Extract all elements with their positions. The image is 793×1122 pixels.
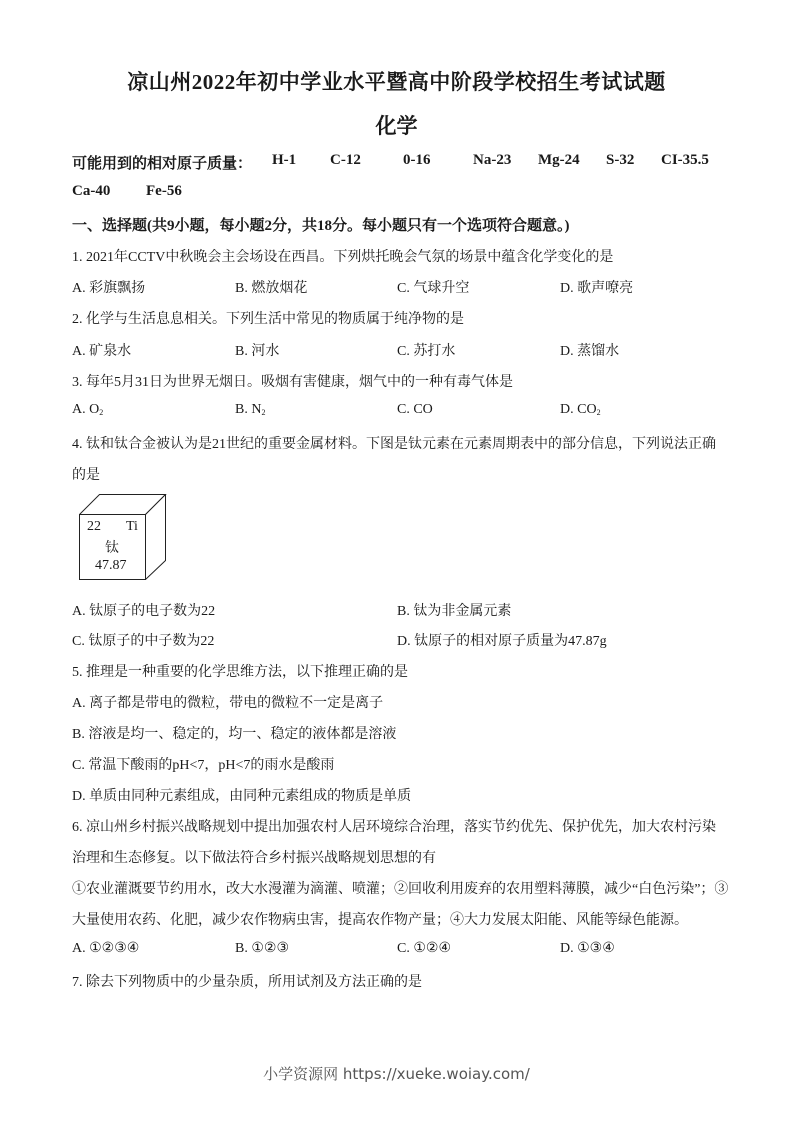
formula-subscript: 2 bbox=[261, 408, 266, 417]
option-c: C. ①②④ bbox=[397, 941, 451, 956]
formula-subscript: 2 bbox=[596, 408, 601, 417]
formula: N bbox=[251, 402, 262, 417]
option-c: C. 苏打水 bbox=[397, 344, 456, 359]
option-a: A. 离子都是带电的微粒，带电的微粒不一定是离子 bbox=[72, 696, 384, 711]
mass-h: H-1 bbox=[272, 152, 297, 168]
option-c: C. 气球升空 bbox=[397, 281, 470, 296]
mass-cl: CI-35.5 bbox=[661, 152, 709, 168]
option-a: A. 钛原子的电子数为22 bbox=[72, 604, 216, 619]
question-stem: 2. 化学与生活息息相关。下列生活中常见的物质属于纯净物的是 bbox=[72, 312, 464, 327]
option-a bbox=[72, 402, 103, 418]
atomic-masses-label: 可能用到的相对原子质量： bbox=[72, 156, 253, 172]
footer-watermark: 小学资源网 https://xueke.woiay.com/ bbox=[263, 1065, 530, 1083]
option-prefix: D. bbox=[560, 402, 578, 417]
option-d: D. 歌声嘹亮 bbox=[560, 281, 634, 296]
question-stem-line1: 4. 钛和钛合金被认为是21世纪的重要金属材料。下图是钛元素在元素周期表中的部分信息，下列说法正确 bbox=[72, 437, 716, 452]
option-prefix: A. bbox=[72, 402, 90, 417]
mass-mg: Mg-24 bbox=[538, 152, 580, 168]
option-b: B. 钛为非金属元素 bbox=[397, 604, 512, 619]
option-d: D. ①③④ bbox=[560, 941, 615, 956]
question-stem-line2: 的是 bbox=[72, 468, 100, 483]
option-c: C. 钛原子的中子数为22 bbox=[72, 634, 215, 649]
element-name: 钛 bbox=[105, 541, 119, 556]
option-d: D. 钛原子的相对原子质量为47.87g bbox=[397, 634, 607, 649]
option-d bbox=[560, 402, 601, 418]
atomic-mass: 47.87 bbox=[95, 558, 127, 573]
option-d: D. 蒸馏水 bbox=[560, 344, 620, 359]
option-prefix: C. bbox=[397, 402, 414, 417]
option-b: B. 燃放烟花 bbox=[235, 281, 308, 296]
option-a: A. 彩旗飘扬 bbox=[72, 281, 146, 296]
exam-title: 凉山州2022年初中学业水平暨高中阶段学校招生考试试题 bbox=[127, 70, 666, 94]
mass-s: S-32 bbox=[606, 152, 635, 168]
mass-ca: Ca-40 bbox=[72, 183, 111, 199]
option-c: C. 常温下酸雨的pH<7，pH<7的雨水是酸雨 bbox=[72, 758, 335, 773]
formula-subscript: 2 bbox=[99, 408, 104, 417]
mass-fe: Fe-56 bbox=[146, 183, 182, 199]
option-b bbox=[235, 402, 265, 418]
subject-title: 化学 bbox=[375, 114, 418, 138]
element-symbol: Ti bbox=[126, 519, 138, 534]
formula: CO bbox=[577, 402, 597, 417]
option-b: B. ①②③ bbox=[235, 941, 289, 956]
option-a: A. 矿泉水 bbox=[72, 344, 132, 359]
question-stem-line1: 6. 凉山州乡村振兴战略规划中提出加强农村人居环境综合治理，落实节约优先、保护优先，加大农村污染 bbox=[72, 820, 716, 835]
option-c bbox=[397, 402, 433, 418]
mass-o: 0-16 bbox=[403, 152, 431, 168]
element-card-titanium bbox=[79, 494, 171, 580]
option-b: B. 溶液是均一、稳定的，均一、稳定的液体都是溶液 bbox=[72, 727, 397, 742]
question-stem: 1. 2021年CCTV中秋晚会主会场设在西昌。下列烘托晚会气氛的场景中蕴含化学变化的是 bbox=[72, 250, 614, 265]
option-prefix: B. bbox=[235, 402, 252, 417]
mass-na: Na-23 bbox=[473, 152, 512, 168]
question-stem: 7. 除去下列物质中的少量杂质，所用试剂及方法正确的是 bbox=[72, 975, 422, 990]
mass-c: C-12 bbox=[330, 152, 361, 168]
atomic-number: 22 bbox=[87, 519, 101, 534]
question-detail-line2: 大量使用农药、化肥，减少农作物病虫害，提高农作物产量；④大力发展太阳能、风能等绿色能源。 bbox=[72, 913, 688, 928]
option-d: D. 单质由同种元素组成，由同种元素组成的物质是单质 bbox=[72, 789, 412, 804]
question-stem-line2: 治理和生态修复。以下做法符合乡村振兴战略规划思想的有 bbox=[72, 851, 436, 866]
formula: O bbox=[89, 402, 100, 417]
option-a: A. ①②③④ bbox=[72, 941, 140, 956]
formula: CO bbox=[413, 402, 433, 417]
option-b: B. 河水 bbox=[235, 344, 280, 359]
question-detail-line1: ①农业灌溉要节约用水，改大水漫灌为滴灌、喷灌；②回收利用废弃的农用塑料薄膜，减少“白色污染”；③ bbox=[72, 882, 729, 897]
question-stem: 3. 每年5月31日为世界无烟日。吸烟有害健康，烟气中的一种有毒气体是 bbox=[72, 375, 513, 390]
question-stem: 5. 推理是一种重要的化学思维方法，以下推理正确的是 bbox=[72, 665, 408, 680]
section-heading: 一、选择题(共9小题，每小题2分，共18分。每小题只有一个选项符合题意。) bbox=[72, 218, 570, 234]
